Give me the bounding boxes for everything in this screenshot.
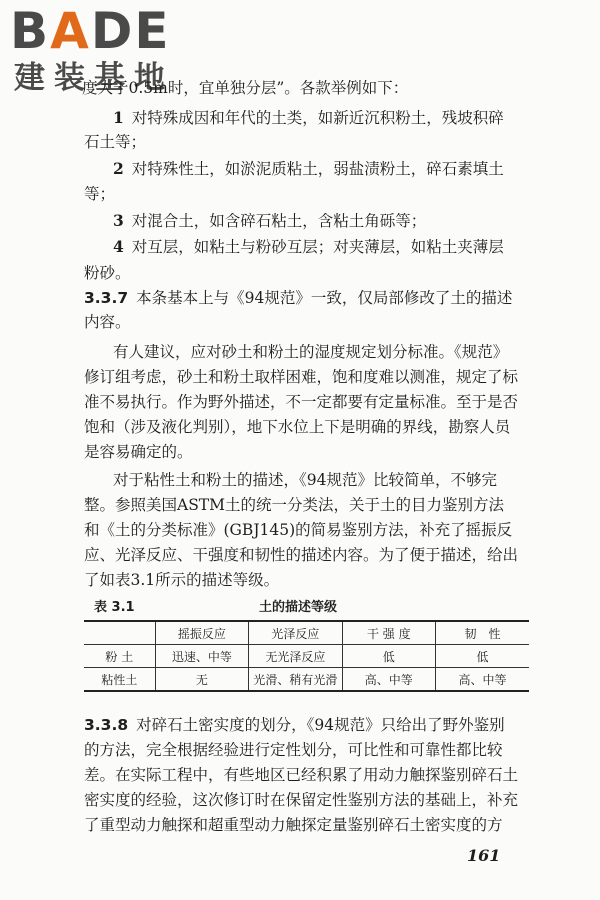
table-cell: 低 bbox=[342, 645, 435, 668]
table-header-cell bbox=[84, 621, 155, 645]
table-header-cell: 摇振反应 bbox=[155, 621, 248, 645]
table-title: 土的描述等级 bbox=[259, 600, 338, 615]
table-cell: 无 bbox=[155, 668, 248, 692]
section-heading: 3.3.7 本条基本上与《94规范》一致，仅局部修改了土的描述 bbox=[84, 289, 513, 307]
text-line: 石土等； bbox=[84, 133, 147, 151]
logo-wordmark: BADE bbox=[10, 2, 171, 60]
text-line: 内容。 bbox=[84, 313, 131, 331]
table-header-cell: 干 强 度 bbox=[342, 621, 435, 645]
list-item: 2 对特殊性土，如淤泥质粘土，弱盐渍粉土，碎石素填土 bbox=[113, 159, 504, 178]
table-row bbox=[84, 645, 529, 668]
text-line: 是容易确定的。 bbox=[84, 443, 193, 461]
text-line: 修订组考虑，砂土和粉土取样困难，饱和度难以测准，规定了标 bbox=[84, 368, 519, 386]
text-line: 应、光泽反应、干强度和韧性的描述内容。为了便于描述，给出 bbox=[84, 546, 519, 564]
text-line: 差。在实际工程中，有些地区已经积累了用动力触探鉴别碎石土 bbox=[84, 766, 519, 784]
table-header-cell: 韧 性 bbox=[436, 621, 530, 645]
table-cell: 高、中等 bbox=[436, 668, 530, 692]
page-number: 161 bbox=[467, 846, 501, 865]
list-item: 4 对互层，如粘土与粉砂互层；对夹薄层，如粘土夹薄层 bbox=[113, 237, 504, 256]
table-cell: 无光泽反应 bbox=[249, 645, 342, 668]
table-header-cell: 光泽反应 bbox=[249, 621, 342, 645]
text-line: 和《土的分类标准》(GBJ145)的简易鉴别方法，补充了摇振反 bbox=[84, 521, 513, 539]
table-cell: 粘性土 bbox=[84, 668, 155, 692]
text-line: 度大于0.5m时，宜单独分层”。各款举例如下： bbox=[82, 79, 409, 97]
soil-description-table bbox=[84, 620, 529, 692]
logo-subtitle: 建装基地 bbox=[14, 60, 174, 96]
text-line: 密实度的经验，这次修订时在保留定性鉴别方法的基础上，补充 bbox=[84, 791, 519, 809]
text-line: 的方法，完全根据经验进行定性划分，可比性和可靠性都比较 bbox=[84, 741, 503, 759]
text-line: 对于粘性土和粉土的描述，《94规范》比较简单，不够完 bbox=[113, 471, 497, 489]
table-cell: 粉 土 bbox=[84, 645, 155, 668]
table-cell: 高、中等 bbox=[342, 668, 435, 692]
table-row bbox=[84, 668, 529, 692]
table-label: 表 3.1 bbox=[94, 600, 135, 615]
section-heading: 3.3.8 对碎石土密实度的划分，《94规范》只给出了野外鉴别 bbox=[84, 716, 505, 734]
table-cell: 光滑、稍有光滑 bbox=[249, 668, 342, 692]
table-header-row bbox=[84, 621, 529, 645]
list-item: 3 对混合土，如含碎石粘土，含粘土角砾等； bbox=[113, 211, 427, 230]
text-line: 饱和（涉及液化判别），地下水位上下是明确的界线，勘察人员 bbox=[84, 418, 511, 436]
table-cell: 迅速、中等 bbox=[155, 645, 248, 668]
text-line: 整。参照美国ASTM土的统一分类法，关于土的目力鉴别方法 bbox=[84, 496, 505, 514]
text-line: 了如表3.1所示的描述等级。 bbox=[84, 571, 280, 589]
text-line: 了重型动力触探和超重型动力触探定量鉴别碎石土密实度的方 bbox=[84, 816, 503, 834]
text-line: 等； bbox=[84, 185, 116, 203]
text-line: 粉砂。 bbox=[84, 264, 131, 282]
text-line: 有人建议，应对砂土和粉土的湿度规定划分标准。《规范》 bbox=[113, 343, 509, 361]
text-line: 准不易执行。作为野外描述，不一定都要有定量标准。至于是否 bbox=[84, 393, 519, 411]
table-cell: 低 bbox=[436, 645, 530, 668]
list-item: 1 对特殊成因和年代的土类，如新近沉积粉土，残坡积碎 bbox=[113, 108, 504, 127]
